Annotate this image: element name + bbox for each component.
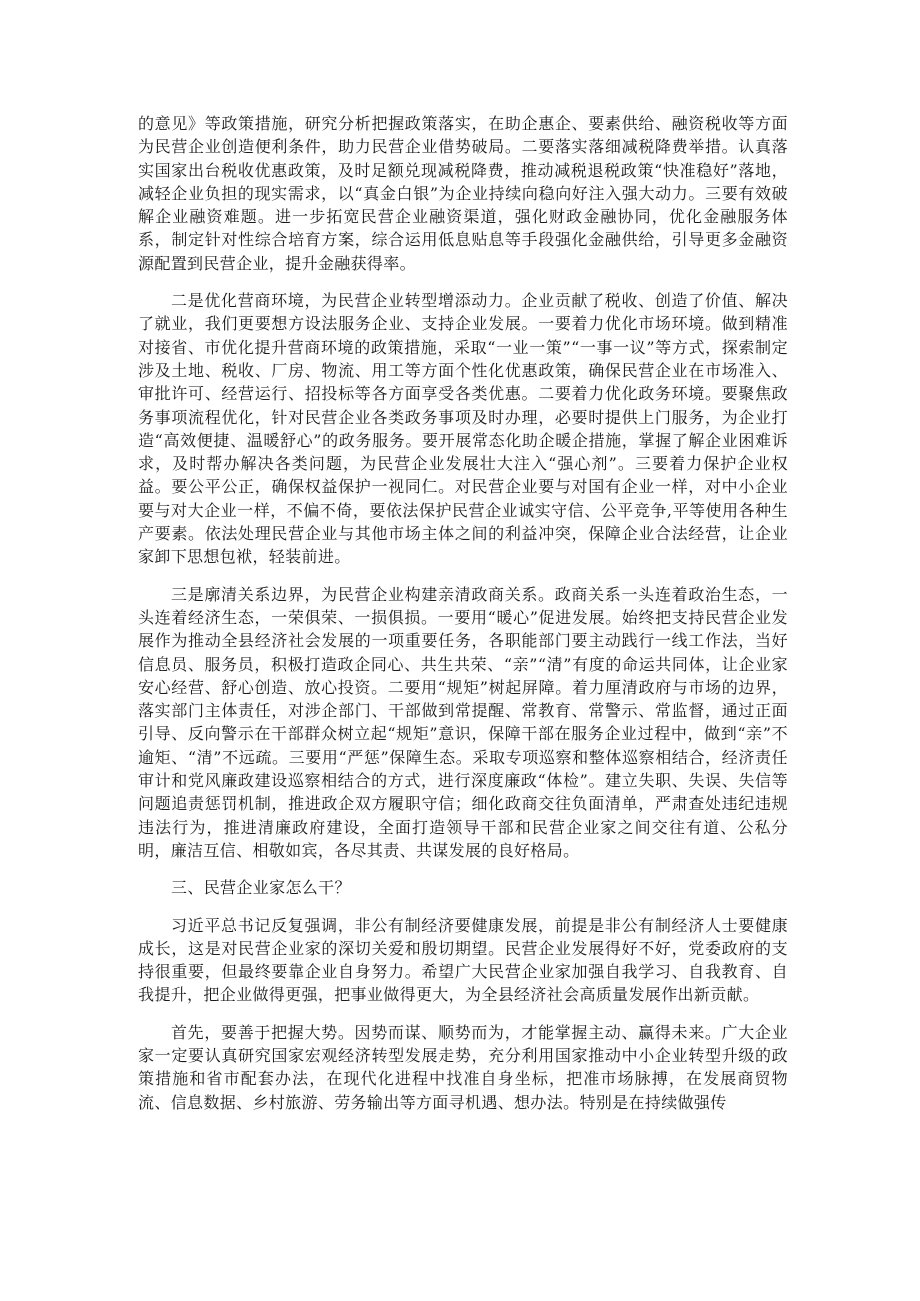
document-body <box>138 112 788 1128</box>
paragraph-5: 首先，要善于把握大势。因势而谋、顺势而为，才能掌握主动、赢得未来。广大企业家一定要认真研究国家宏观经济转型发展走势，充分利用国家推动中小企业转型升级的政策措施和省市配套办法，在现代化进程中找准自身坐标，把准市场脉搏，在发展商贸物流、信息数据、乡村旅游、劳务输出等方面寻机遇、想办法。特别是在持续做强传 <box>138 1022 788 1112</box>
section-heading: 三、民营企业家怎么干？ <box>171 878 351 898</box>
paragraph-4: 习近平总书记反复强调，非公有制经济要健康发展，前提是非公有制经济人士要健康成长，这是对民营企业家的深切关爱和殷切期望。民营企业发展得好不好，党委政府的支持很重要，但最终要靠企业自身努力。希望广大民营企业家加强自我学习、自我教育、自我提升，把企业做得更强，把事业做得更大，为全县经济社会高质量发展作出新贡献。 <box>138 915 788 1005</box>
paragraph-1: 的意见》等政策措施，研究分析把握政策落实，在助企惠企、要素供给、融资税收等方面为民营企业创造便利条件，助力民营企业借势破局。二要落实落细减税降费举措。认真落实国家出台税收优惠政策，及时足额兑现减税降费，推动减税退税政策“快准稳好”落地，减轻企业负担的现实需求，以“真金白银”为企业持续向稳向好注入强大动力。三要有效破解企业融资难题。进一步拓宽民营企业融资渠道，强化财政金融协同，优化金融服务体系，制定针对性综合培育方案，综合运用低息贴息等手段强化金融供给，引导更多金融资源配置到民营企业，提升金融获得率。 <box>138 114 788 273</box>
paragraph-3: 三是廓清关系边界，为民营企业构建亲清政商关系。政商关系一头连着政治生态，一头连着经济生态，一荣俱荣、一损俱损。一要用“暖心”促进发展。始终把支持民营企业发展作为推动全县经济社会发展的一项重要任务，各职能部门要主动践行一线工作法，当好信息员、服务员，积极打造政企同心、共生共荣、“亲”“清”有度的命运共同体，让企业家安心经营、舒心创造、放心投资。二要用“规矩”树起屏障。着力厘清政府与市场的边界，落实部门主体责任，对涉企部门、干部做到常提醒、常教育、常警示、常监督，通过正面引导、反向警示在干部群众树立起“规矩”意识，保障干部在服务企业过程中，做到“亲”不逾矩、“清”不远疏。三要用“严惩”保障生态。采取专项巡察和整体巡察相结合，经济责任审计和党风廉政建设巡察相结合的方式，进行深度廉政“体检”。建立失职、失误、失信等问题追责惩罚机制，推进政企双方履职守信；细化政商交往负面清单，严肃查处违纪违规违法行为，推进清廉政府建设，全面打造领导干部和民营企业家之间交往有道、公私分明，廉洁互信、相敬如宾，各尽其责、共谋发展的良好格局。 <box>138 584 788 860</box>
paragraph-2: 二是优化营商环境，为民营企业转型增添动力。企业贡献了税收、创造了价值、解决了就业，我们更要想方设法服务企业、支持企业发展。一要着力优化市场环境。做到精准对接省、市优化提升营商环境的政策措施，采取“一业一策”“一事一议”等方式，探索制定涉及土地、税收、厂房、物流、用工等方面个性化优惠政策，确保民营企业在市场准入、审批许可、经营运行、招投标等各方面享受各类优惠。二要着力优化政务环境。要聚焦政务事项流程优化，针对民营企业各类政务事项及时办理，必要时提供上门服务，为企业打造“高效便捷、温暖舒心”的政务服务。要开展常态化助企暖企措施，掌握了解企业困难诉求，及时帮办解决各类问题，为民营企业发展壮大注入“强心剂”。三要着力保护企业权益。要公平公正，确保权益保护一视同仁。对民营企业要与对国有企业一样，对中小企业要与对大企业一样，不偏不倚，要依法保护民营企业诚实守信、公平竞争,平等使用各种生产要素。依法处理民营企业与其他市场主体之间的利益冲突，保障企业合法经营，让企业家卸下思想包袱，轻装前进。 <box>138 291 788 567</box>
